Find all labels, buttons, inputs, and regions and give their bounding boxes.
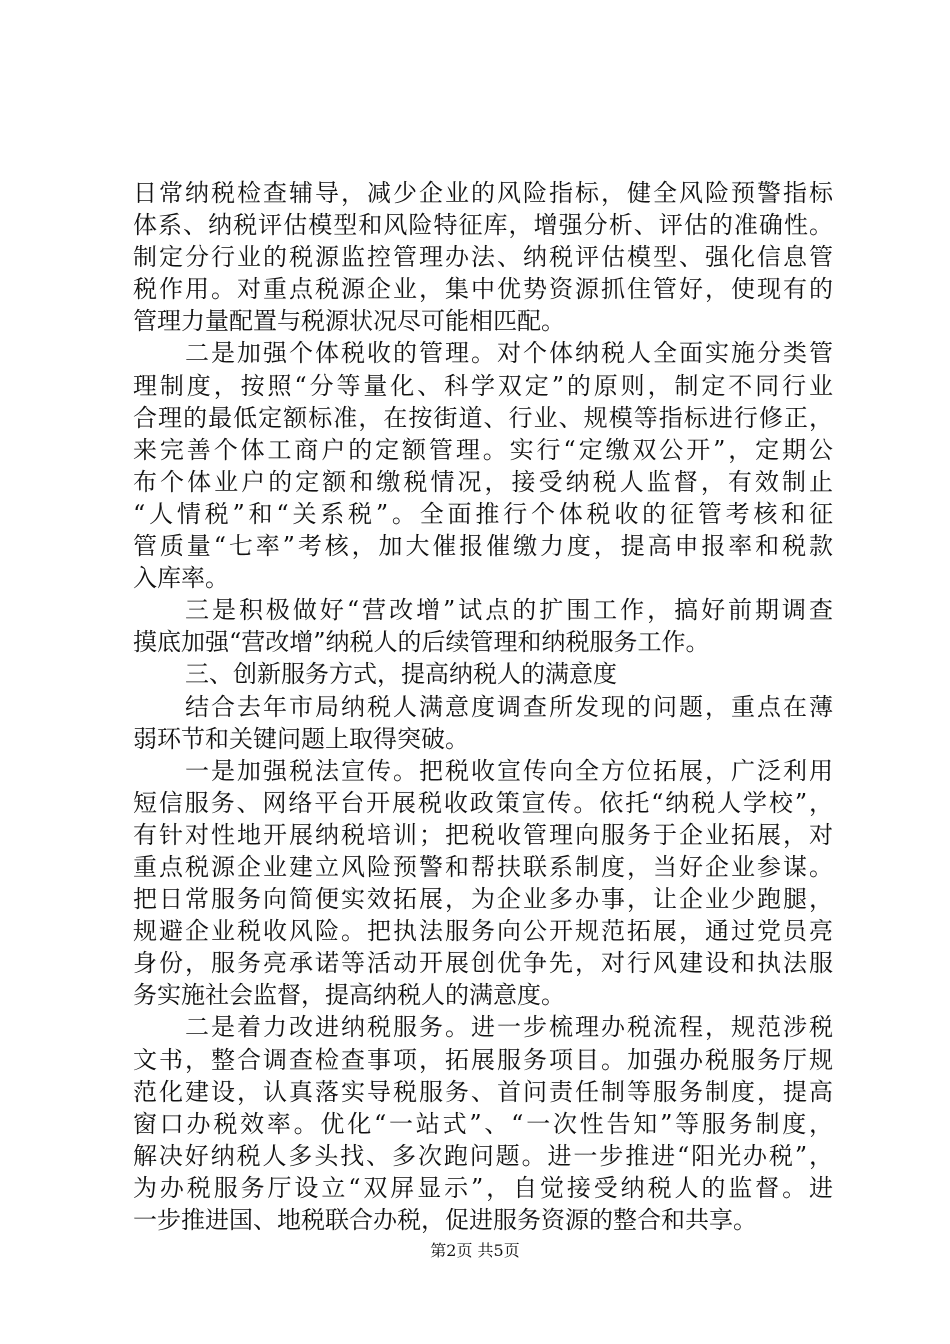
text-line: 理制度，按照“分等量化、科学双定”的原则，制定不同行业	[133, 371, 833, 400]
text-line: 入库率。	[133, 564, 229, 593]
text-line: 摸底加强“营改增”纳税人的后续管理和纳税服务工作。	[133, 628, 710, 657]
document-body	[133, 177, 833, 1236]
text-line: 来完善个体工商户的定额管理。实行“定缴双公开”，定期公	[133, 435, 833, 464]
text-line: 规避企业税收风险。把执法服务向公开规范拓展，通过党员亮	[133, 917, 833, 946]
text-line: 范化建设，认真落实导税服务、首问责任制等服务制度，提高	[133, 1077, 833, 1106]
text-line: 制定分行业的税源监控管理办法、纳税评估模型、强化信息管	[133, 243, 833, 272]
text-line: 务实施社会监督，提高纳税人的满意度。	[133, 981, 565, 1010]
text-line: “人情税”和“关系税”。全面推行个体税收的征管考核和征	[133, 499, 833, 528]
text-line: 体系、纳税评估模型和风险特征库，增强分析、评估的准确性。	[133, 211, 833, 240]
text-line: 一步推进国、地税联合办税，促进服务资源的整合和共享。	[133, 1206, 757, 1234]
text-line: 解决好纳税人多头找、多次跑问题。进一步推进“阳光办税”，	[133, 1141, 833, 1170]
page-number-footer: 第2页 共5页	[430, 1241, 520, 1260]
text-line: 重点税源企业建立风险预警和帮扶联系制度，当好企业参谋。	[133, 852, 833, 881]
text-line: 把日常服务向简便实效拓展，为企业多办事，让企业少跑腿，	[133, 885, 833, 914]
section-heading: 三、创新服务方式，提高纳税人的满意度	[185, 660, 617, 689]
text-line: 二是着力改进纳税服务。进一步梳理办税流程，规范涉税	[185, 1013, 833, 1042]
text-line: 二是加强个体税收的管理。对个体纳税人全面实施分类管	[185, 339, 833, 368]
text-line: 管理力量配置与税源状况尽可能相匹配。	[133, 307, 565, 336]
text-line: 有针对性地开展纳税培训；把税收管理向服务于企业拓展，对	[133, 820, 833, 849]
text-line: 管质量“七率”考核，加大催报催缴力度，提高申报率和税款	[133, 532, 833, 561]
text-line: 税作用。对重点税源企业，集中优势资源抓住管好，使现有的	[133, 275, 833, 304]
text-line: 为办税服务厅设立“双屏显示”，自觉接受纳税人的监督。进	[133, 1173, 833, 1202]
text-line: 弱环节和关键问题上取得突破。	[133, 724, 469, 753]
text-line: 合理的最低定额标准，在按街道、行业、规模等指标进行修正，	[133, 403, 833, 432]
text-line: 日常纳税检查辅导，减少企业的风险指标，健全风险预警指标	[133, 179, 833, 207]
text-line: 布个体业户的定额和缴税情况，接受纳税人监督，有效制止	[133, 467, 833, 496]
text-line: 身份，服务亮承诺等活动开展创优争先，对行风建设和执法服	[133, 949, 833, 978]
text-line: 文书，整合调查检查事项，拓展服务项目。加强办税服务厅规	[133, 1045, 833, 1074]
text-line: 一是加强税法宣传。把税收宣传向全方位拓展，广泛利用	[185, 756, 833, 785]
text-line: 短信服务、网络平台开展税收政策宣传。依托“纳税人学校”，	[133, 788, 833, 817]
text-line: 窗口办税效率。优化“一站式”、“一次性告知”等服务制度，	[133, 1109, 833, 1138]
text-line: 三是积极做好“营改增”试点的扩围工作，搞好前期调查	[185, 596, 833, 625]
text-line: 结合去年市局纳税人满意度调查所发现的问题，重点在薄	[185, 692, 833, 721]
